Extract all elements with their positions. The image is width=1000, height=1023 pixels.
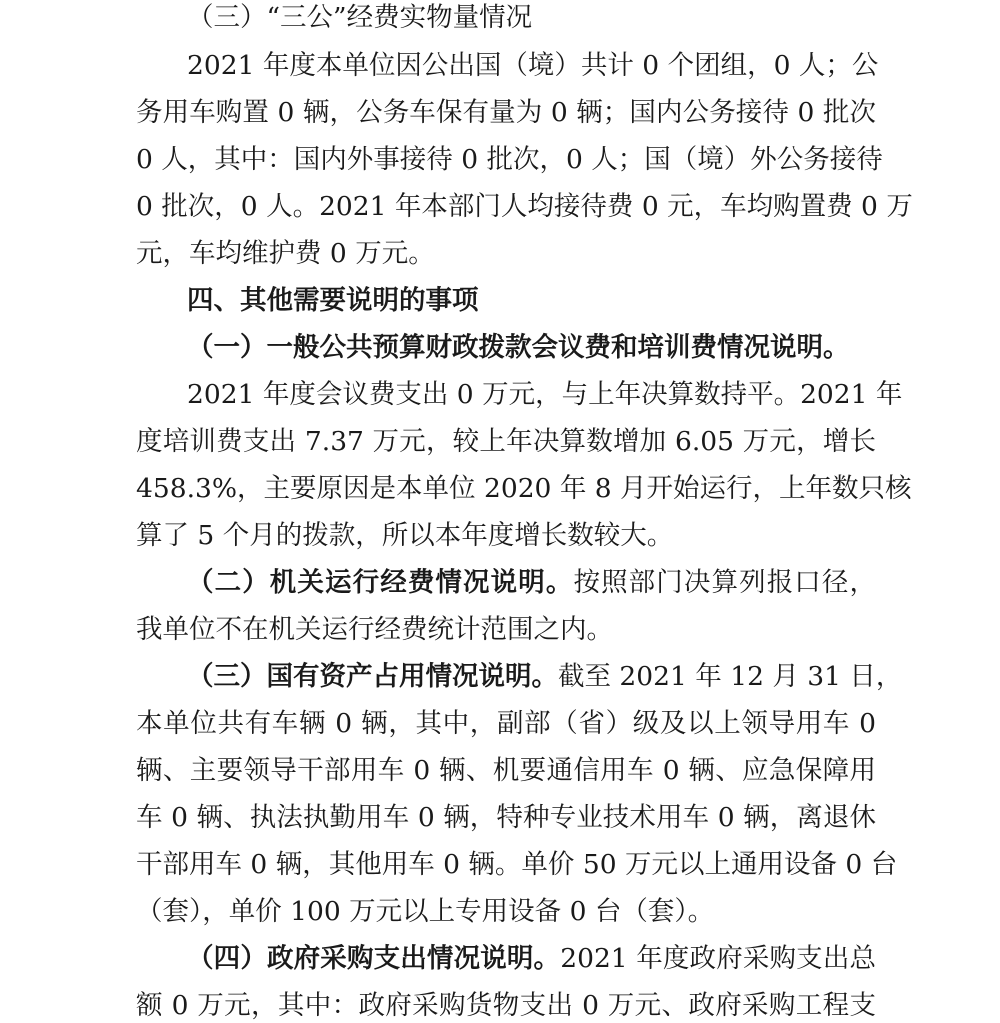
paragraph-line: 算了 5 个月的拨款，所以本年度增长数较大。 <box>136 520 674 551</box>
paragraph-line: 我单位不在机关运行经费统计范围之内。 <box>136 614 613 645</box>
paragraph-line: 2021 年度会议费支出 0 万元，与上年决算数持平。2021 年 <box>187 379 903 410</box>
subsection-heading-text: （三）国有资产占用情况说明。 <box>187 661 558 692</box>
section-heading-other-matters: 四、其他需要说明的事项 <box>187 285 479 316</box>
subsection-line-government-procurement <box>187 943 876 975</box>
paragraph-line: 干部用车 0 辆，其他用车 0 辆。单价 50 万元以上通用设备 0 台 <box>136 849 898 880</box>
paragraph-line: 额 0 万元，其中：政府采购货物支出 0 万元、政府采购工程支 <box>136 990 876 1021</box>
section-heading-three-public-expenses <box>187 2 876 34</box>
subsection-heading-meeting-training <box>187 332 876 364</box>
subsection-heading-text: （一）一般公共预算财政拨款会议费和培训费情况说明。 <box>187 332 850 363</box>
paragraph-line: （套），单价 100 万元以上专用设备 0 台（套）。 <box>136 896 715 927</box>
paragraph-line: 0 人，其中：国内外事接待 0 批次，0 人；国（境）外公务接待 <box>136 144 883 175</box>
paragraph-line: 0 批次，0 人。2021 年本部门人均接待费 0 元，车均购置费 0 万 <box>136 191 913 222</box>
subsection-heading-text: （二）机关运行经费情况说明。 <box>187 567 574 598</box>
paragraph-line: 务用车购置 0 辆，公务车保有量为 0 辆；国内公务接待 0 批次 <box>136 97 876 128</box>
subsection-line-operating-expenses <box>187 567 876 599</box>
paragraph-line: 车 0 辆、执法执勤用车 0 辆，特种专业技术用车 0 辆，离退休 <box>136 802 876 833</box>
subsection-heading-text: （四）政府采购支出情况说明。 <box>187 943 561 974</box>
paragraph-line: 度培训费支出 7.37 万元，较上年决算数增加 6.05 万元，增长 <box>136 426 876 457</box>
paragraph-line: 元，车均维护费 0 万元。 <box>136 238 435 269</box>
paragraph-line: 辆、主要领导干部用车 0 辆、机要通信用车 0 辆、应急保障用 <box>136 755 876 786</box>
subsection-line-state-assets <box>187 661 903 693</box>
paragraph-text: 截至 2021 年 12 月 31 日， <box>558 661 903 692</box>
paragraph-text: 2021 年度政府采购支出总 <box>560 943 877 974</box>
paragraph-text: 按照部门决算列报口径， <box>573 567 877 598</box>
paragraph-line: 458.3%，主要原因是本单位 2020 年 8 月开始运行，上年数只核 <box>136 473 912 504</box>
paragraph-line: 本单位共有车辆 0 辆，其中，副部（省）级及以上领导用车 0 <box>136 708 876 739</box>
paragraph-line: 2021 年度本单位因公出国（境）共计 0 个团组，0 人；公 <box>187 50 879 81</box>
heading-text: （三）“三公”经费实物量情况 <box>187 2 533 33</box>
